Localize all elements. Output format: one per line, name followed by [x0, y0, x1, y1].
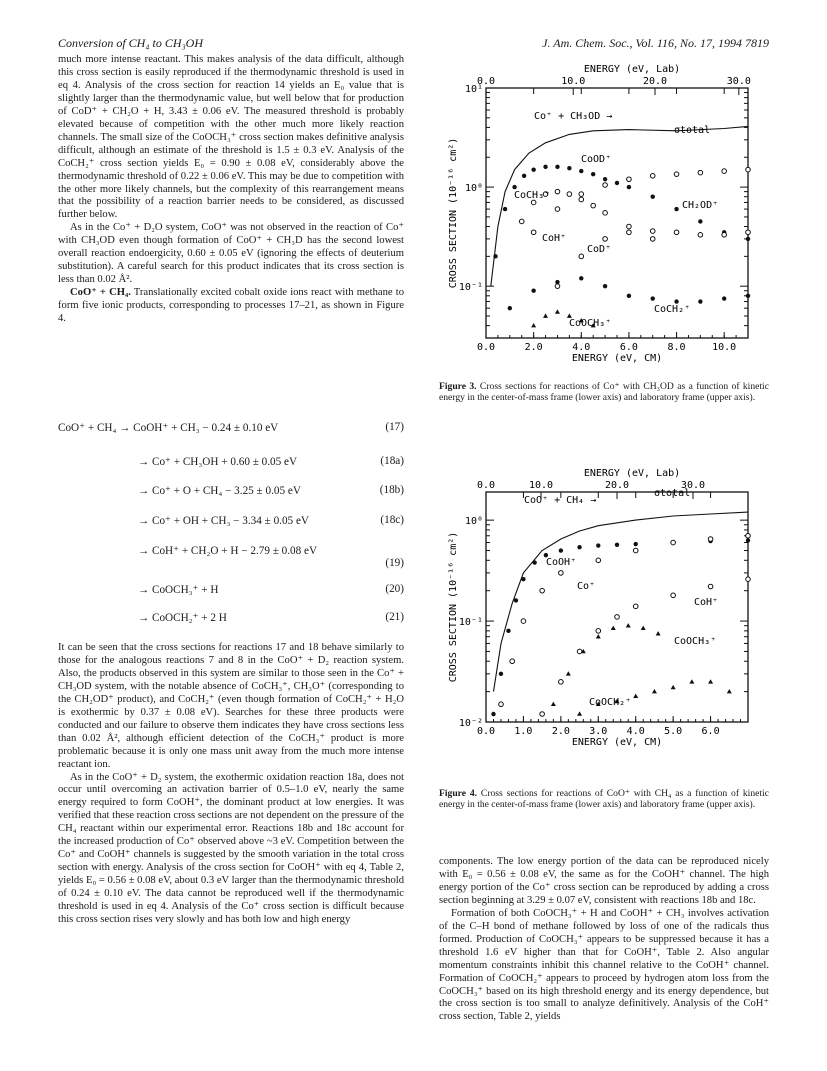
data-point [567, 166, 571, 170]
data-point [521, 577, 525, 581]
x-tick-label: 3.0 [589, 726, 608, 737]
data-point [566, 671, 571, 675]
paragraph [58, 287, 404, 326]
equation-number: (17) [385, 421, 404, 433]
data-point [506, 629, 510, 633]
data-point [698, 219, 702, 223]
paragraph: components. The low energy portion of the data can be reproduced nicely with E₀ = 0.56 ± 0.08 eV, the same as for the CoOH⁺ channel. The high energy portion of the Co⁺ cross section can be reproduced by adding a cross section beginning at 3.29 ± 0.07 eV, consistent with reactions 18b and 18c. [439, 856, 769, 906]
x2-tick-label: 20.0 [642, 76, 668, 87]
y-tick-label: 10¹ [464, 84, 483, 95]
data-point [627, 185, 631, 189]
data-point [603, 237, 608, 242]
data-point [627, 294, 631, 298]
figure-3 [424, 58, 774, 378]
data-point [531, 323, 536, 327]
data-point [555, 207, 560, 212]
data-point [708, 679, 713, 683]
data-point [633, 604, 638, 609]
data-point [519, 219, 524, 224]
series-label-cooh: CoOH⁺ [546, 557, 577, 568]
x2-tick-label: 10.0 [528, 480, 554, 491]
series-label-coh: CoH⁺ [694, 597, 719, 608]
running-header-left: Conversion of CH₄ to CH₃OH [58, 36, 204, 50]
data-point [727, 689, 732, 693]
data-point [652, 689, 657, 693]
x-tick-label: 4.0 [572, 342, 591, 353]
x2-tick-label: 20.0 [604, 480, 630, 491]
paragraph-text: Translationally excited cobalt oxide ions react with methane to form five ionic products, corresponding to processes 17–21, as shown in Figure 4. [58, 287, 404, 325]
data-point [521, 619, 526, 624]
data-point [627, 177, 632, 182]
figure-3-caption [439, 381, 769, 403]
x-axis-title: ENERGY (eV, CM) [571, 737, 663, 748]
data-point [615, 543, 619, 547]
equation-expression: → Co⁺ + CH₃OH + 0.60 ± 0.05 eV [138, 456, 298, 468]
data-point [603, 183, 608, 188]
y-tick-label: 10⁻¹ [458, 282, 483, 294]
paragraph: much more intense reactant. This makes analysis of the data difficult, although this cross section is easily reproduced if the thermodynamic threshold is used in eq 4. Analysis of the cross section for reaction 14 yields an E₀ value that is slightly larger than the thermodynamic value, but well below that for production of CoD⁺ + CH₂O + H, 3.43 ± 0.06 eV. The measured threshold is probably elevated because of competition with the other much more likely reaction channels. The small size of the CoOCH₃⁺ cross section makes definitive analysis difficult, although an estimate of the threshold is 1.5 ± 0.3 eV. Analysis of the CoCH₂⁺ cross section yields E₀ = 0.90 ± 0.08 eV, considerably above the thermodynamic threshold of 0.22 ± 0.06 eV. This may be due to competition with the other more likely channels, but the complexity of this rearrangement means that the possibility of a reaction barrier needs to be considered, as discussed further below. [58, 54, 404, 221]
data-point [493, 254, 497, 258]
equation-17 [58, 421, 404, 437]
x2-tick-label: 10.0 [561, 76, 586, 87]
equation-18a [58, 455, 404, 471]
reaction-label: Co⁺ + CH₃OD → [534, 111, 613, 122]
data-point [491, 712, 495, 716]
x-tick-label: 0.0 [476, 726, 496, 737]
series-label-total: σtotal [674, 125, 711, 136]
data-point [633, 548, 638, 553]
data-point [603, 284, 607, 288]
equation-expression: → CoOCH₃⁺ + H [138, 584, 219, 596]
data-point [708, 584, 713, 589]
y-tick-label: 10⁰ [464, 516, 483, 528]
data-point [746, 538, 750, 542]
equation-expression: → Co⁺ + OH + CH₃ − 3.34 ± 0.05 eV [138, 515, 309, 527]
data-point [543, 313, 548, 317]
figure-4 [424, 462, 774, 782]
x2-axis-title: ENERGY (eV, Lab) [583, 64, 681, 75]
data-point [641, 626, 646, 630]
series-label-cooch2: CoOCH₂⁺ [589, 697, 632, 708]
x2-tick-label: 0.0 [476, 76, 496, 87]
caption-label: Figure 3. [439, 381, 477, 392]
data-point [579, 192, 584, 197]
paragraph: As in the Co⁺ + D₂O system, CoO⁺ was not observed in the reaction of Co⁺ with CH₃OD even though formation of CoO⁺ + CH₃D has the second lowest overall reaction endoergicity, 0.60 ± 0.05 eV (ignoring the effects of deuterium substitution). A careful search for this product indicates that its cross section is less than 0.02 Å². [58, 222, 404, 286]
series-label-coocH3: CoOCH₃⁺ [674, 636, 717, 647]
data-point [559, 680, 564, 685]
data-point [503, 207, 507, 211]
data-point [708, 537, 713, 542]
data-point [531, 289, 535, 293]
left-column-top [58, 54, 404, 326]
data-point [555, 165, 559, 169]
running-header-right: J. Am. Chem. Soc., Vol. 116, No. 17, 1994 7819 [542, 36, 769, 50]
left-column-bottom [58, 642, 404, 927]
x-tick-label: 6.0 [619, 342, 638, 353]
x2-tick-label: 30.0 [726, 76, 751, 87]
equation-expression: → Co⁺ + O + CH₄ − 3.25 ± 0.05 eV [138, 485, 301, 497]
equation-number: (18b) [379, 484, 404, 496]
data-point [555, 284, 560, 289]
series-label-coch3: CoCH₃⁺ [514, 190, 551, 201]
data-point [555, 309, 560, 313]
data-point [522, 174, 526, 178]
equation-number: (18a) [380, 455, 404, 467]
series-label-coocH3: CoOCH₃⁺ [569, 318, 612, 329]
data-point [579, 169, 583, 173]
data-point [722, 296, 726, 300]
caption-label: Figure 4. [439, 788, 478, 799]
data-point [499, 702, 504, 707]
series-label-co: Co⁺ [577, 581, 596, 592]
x-axis-title: ENERGY (eV, CM) [571, 353, 663, 364]
data-point [634, 542, 638, 546]
equation-18b [58, 484, 404, 500]
data-point [591, 203, 596, 208]
equation-expression: → CoOCH₂⁺ + 2 H [138, 612, 227, 624]
equation-number: (21) [385, 611, 404, 623]
y-axis-title: CROSS SECTION (10⁻¹⁶ cm²) [448, 137, 459, 289]
y-tick-label: 10⁻² [458, 718, 483, 729]
data-point [603, 177, 607, 181]
data-point [698, 233, 703, 238]
paragraph-run-in-head: CoO⁺ + CH₄. [70, 287, 131, 299]
data-point [615, 615, 620, 620]
x-tick-label: 2.0 [551, 726, 570, 737]
data-point [577, 711, 582, 715]
paragraph: As in the CoO⁺ + D₂ system, the exothermic oxidation reaction 18a, does not occur until overcoming an activation barrier of 0.5–1.0 eV, nearly the same energy required to form CoOH⁺, the dominant product at low energies. It was verified that these reaction cross sections are not dependent on the pressure of the CH₄ reactant within our experimental error. Reactions 18b and 18c account for the increased production of Co⁺ observed above ~3 eV. Competition between the Co⁺ and CoOH⁺ channels is suggested by the smooth variation in the total cross section with energy. Analysis of the cross section for CoOH⁺ with eq 4, Table 2, yields E₀ = 0.56 ± 0.08 eV, about 0.3 eV larger than the thermodynamic threshold of 0.24 ± 0.10 eV. The data cannot be reproduced well if the thermodynamic threshold is used in eq 4. Analysis of the Co⁺ cross section is difficult because this cross section rises very slowly and has both low and high energy [58, 771, 404, 926]
data-point [627, 224, 632, 229]
data-point [596, 634, 601, 638]
data-point [499, 672, 503, 676]
data-point [674, 207, 678, 211]
series-label-coch2: CoCH₂⁺ [654, 304, 691, 315]
data-point [746, 167, 751, 172]
data-point [540, 712, 545, 717]
data-point [746, 577, 751, 582]
data-point [722, 169, 727, 174]
data-point [689, 679, 694, 683]
data-point [551, 702, 556, 706]
data-point [633, 694, 638, 698]
caption-text: Cross sections for reactions of CoO⁺ with CH₄ as a function of kinetic energy in the center-of-mass frame (lower axis) and laboratory frame (upper axis). [439, 788, 769, 810]
data-point [579, 254, 584, 259]
y-tick-label: 10⁰ [464, 183, 483, 195]
x2-tick-label: 30.0 [680, 480, 706, 491]
caption-text: Cross sections for reactions of Co⁺ with CH₃OD as a function of kinetic energy in the center-of-mass frame (lower axis) and laboratory frame (upper axis). [439, 381, 769, 403]
data-point [603, 211, 608, 216]
series-label-cod: CoD⁺ [587, 244, 612, 255]
paragraph: It can be seen that the cross sections for reactions 17 and 18 behave similarly to those for the analogous reactions 7 and 8 in the CoO⁺ + D₂ reaction system. Also, the products observed in this system are similar to those seen in the Co⁺ + CH₃OD system, with the notable absence of CoCH₃⁺, CH₃O⁺ (corresponding to the CH₂OD⁺ product), and CoCH₂⁺ (even though formation of CoCH₂⁺ + H₂O is exothermic by 0.37 ± 0.08 eV). Searches for these three products were conducted and our failure to observe them indicates they have cross sections less than 0.02 Å², although efficient detection of the CoCH₃⁺ product is more problematic because it is only one mass unit away from the much more intense reactant ion. [58, 642, 404, 770]
data-point [508, 306, 512, 310]
data-point [596, 558, 601, 563]
data-point [559, 548, 563, 552]
data-point [567, 192, 572, 197]
data-point [671, 593, 676, 598]
x-tick-label: 8.0 [667, 342, 686, 353]
x-tick-label: 4.0 [626, 726, 645, 737]
equation-19 [58, 544, 404, 569]
data-point [543, 165, 547, 169]
data-point [656, 631, 661, 635]
figure-4-caption [439, 788, 769, 810]
x-tick-label: 5.0 [664, 726, 683, 737]
data-point [510, 659, 515, 664]
data-point [531, 167, 535, 171]
data-point [555, 189, 560, 194]
data-point [512, 185, 516, 189]
series-label-coh: CoH⁺ [542, 233, 567, 244]
data-point [651, 296, 655, 300]
equation-number: (20) [385, 583, 404, 595]
x-tick-label: 10.0 [712, 342, 737, 353]
figure-3-plot [424, 58, 774, 378]
data-point [611, 626, 616, 630]
data-point [532, 560, 536, 564]
figure-4-plot [424, 462, 774, 782]
data-point [650, 237, 655, 242]
data-point [674, 230, 679, 235]
equation-number: (19) [385, 557, 404, 569]
data-point [671, 685, 676, 689]
data-point [746, 294, 750, 298]
data-point [650, 174, 655, 179]
data-point [722, 233, 727, 238]
series-label-cood: CoOD⁺ [581, 154, 612, 165]
paragraph: Formation of both CoOCH₃⁺ + H and CoOH⁺ + CH₃ involves activation of the C–H bond of methane followed by loss of one of the radicals thus formed. Production of CoOCH₃⁺ appears to be suppressed because it has a threshold 1.6 eV higher than that for CoOH⁺, Table 2. Also angular momentum constraints inhibit this channel relative to the CoOH⁺ channel. Formation of CoOCH₂⁺ appears to proceed by hydrogen atom loss from the CoOCH₃⁺ based on its high threshold energy and its energy dependence, but the cross section is too small to analyze definitively. Analysis of the CoH⁺ cross section, Table 2, yields [439, 907, 769, 1023]
data-point [591, 172, 595, 176]
data-point [650, 229, 655, 234]
y-tick-label: 10⁻¹ [458, 617, 483, 629]
x2-axis-title: ENERGY (eV, Lab) [583, 468, 681, 479]
data-point [698, 170, 703, 175]
equation-expression: → CoH⁺ + CH₂O + H − 2.79 ± 0.08 eV [138, 545, 318, 557]
data-point [531, 230, 536, 235]
series-label-ch2od: CH₂OD⁺ [682, 200, 719, 211]
data-point [674, 172, 679, 177]
x-tick-label: 2.0 [524, 342, 543, 353]
data-point [746, 230, 751, 235]
data-point [577, 545, 581, 549]
data-point [514, 598, 518, 602]
right-column-text [439, 856, 769, 1024]
equation-expression: CoO⁺ + CH₄ → CoOH⁺ + CH₃ − 0.24 ± 0.10 eV [58, 422, 279, 434]
data-point [596, 543, 600, 547]
data-point [596, 629, 601, 634]
data-point [746, 237, 750, 241]
x-tick-label: 6.0 [701, 726, 720, 737]
series-label-total: σtotal [654, 488, 691, 499]
x-tick-label: 0.0 [476, 342, 496, 353]
data-point [626, 623, 631, 627]
data-point [555, 280, 559, 284]
data-point [559, 571, 564, 576]
y-axis-title: CROSS SECTION (10⁻¹⁶ cm²) [448, 531, 459, 683]
data-point [627, 230, 632, 235]
equation-20 [58, 583, 404, 599]
data-point [698, 299, 702, 303]
data-point [651, 194, 655, 198]
data-point [671, 540, 676, 545]
reaction-label: CoO⁺ + CH₄ → [524, 495, 597, 506]
data-point [579, 197, 584, 202]
x-tick-label: 1.0 [514, 726, 533, 737]
data-point [746, 533, 751, 538]
equation-18c [58, 514, 404, 530]
equation-21 [58, 611, 404, 627]
data-point [579, 276, 583, 280]
x2-tick-label: 0.0 [476, 480, 496, 491]
equation-number: (18c) [380, 514, 404, 526]
data-point [540, 588, 545, 593]
data-point [615, 181, 619, 185]
